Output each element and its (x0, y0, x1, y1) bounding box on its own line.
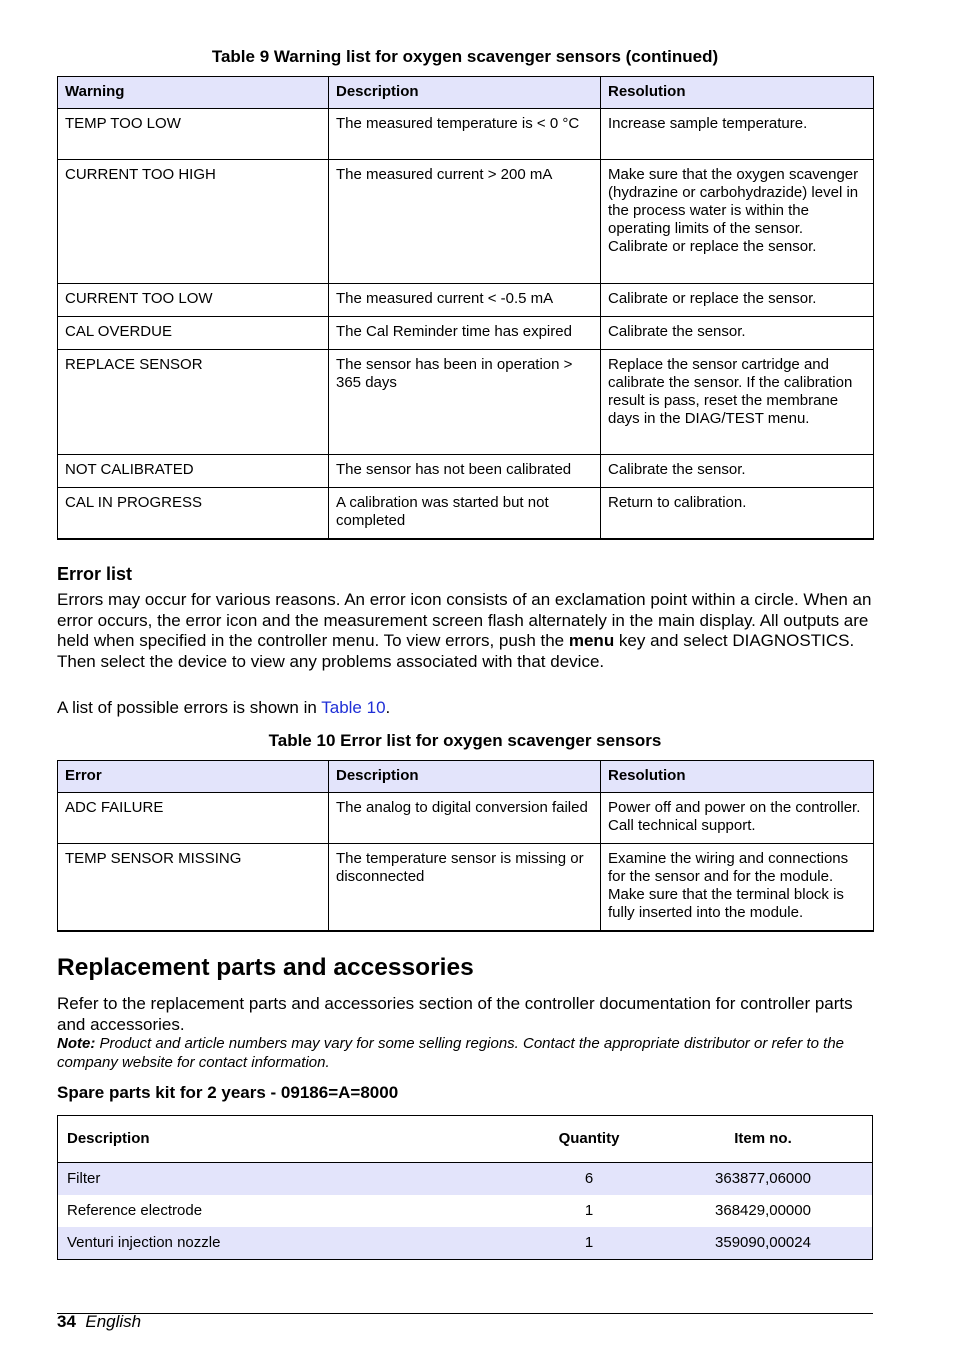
table-cell: Return to calibration. (601, 488, 874, 539)
table-cell: The sensor has been in operation > 365 days (329, 350, 601, 455)
table-row (58, 793, 874, 844)
table-row (58, 317, 874, 350)
table-row (57, 1163, 873, 1196)
table-cell: TEMP TOO LOW (58, 109, 329, 160)
table9-header-row (58, 77, 874, 109)
table-cell: 1 (584, 1202, 594, 1219)
table9-header-resolution: Resolution (601, 77, 874, 109)
table10-header-resolution: Resolution (601, 761, 874, 793)
table-cell: Venturi injection nozzle (57, 1227, 525, 1259)
error-list-text-a: Errors may occur for various reasons. An error icon consists of an exclamation point within a circle. When an error occurs, the error icon and the measurement screen flash alternately in the main display. All outputs are held when specified in the controller menu. To view errors, push the (57, 590, 872, 650)
note-label: Note: (57, 1035, 96, 1052)
table10-caption: Table 10 Error list for oxygen scavenger sensors (268, 731, 662, 750)
menu-key-label: menu (568, 631, 615, 650)
table-cell: 368429,00000 (715, 1202, 811, 1219)
table-cell: REPLACE SENSOR (58, 350, 329, 455)
table-cell: The measured temperature is < 0 °C (329, 109, 601, 160)
table-cell: Calibrate or replace the sensor. (601, 284, 874, 317)
error-list-paragraph (57, 590, 873, 672)
table-cell: The sensor has not been calibrated (329, 455, 601, 488)
table10 (57, 760, 874, 932)
table-cell: Power off and power on the controller. Call technical support. (601, 793, 874, 844)
table-cell: The measured current > 200 mA (329, 160, 601, 284)
error-list-reference (57, 698, 873, 719)
page-number: 34 (57, 1312, 76, 1331)
footer-language: English (85, 1312, 142, 1331)
error-ref-text-a: A list of possible errors is shown in (57, 698, 322, 717)
table10-link[interactable]: Table 10 (321, 698, 386, 717)
table-cell: 1 (525, 1227, 653, 1259)
table-row (57, 1227, 873, 1259)
table-row (58, 488, 874, 539)
table-cell: Calibrate the sensor. (601, 317, 874, 350)
table-row (58, 160, 874, 284)
parts-header-description: Description (57, 1116, 525, 1163)
table-cell: NOT CALIBRATED (58, 455, 329, 488)
table10-header-error: Error (58, 761, 329, 793)
parts-header-quantity: Quantity (525, 1116, 653, 1163)
table-cell: CURRENT TOO LOW (58, 284, 329, 317)
table-row (58, 455, 874, 488)
table-cell: Reference electrode (67, 1202, 203, 1219)
table-cell: The analog to digital conversion failed (329, 793, 601, 844)
note-text: Product and article numbers may vary for some selling regions. Contact the appropriate distributor or refer to the company website for contact information. (57, 1035, 845, 1071)
table-row (58, 350, 874, 455)
table-cell: CAL IN PROGRESS (58, 488, 329, 539)
table-cell: Increase sample temperature. (601, 109, 874, 160)
table-cell: A calibration was started but not completed (329, 488, 601, 539)
table-cell: Examine the wiring and connections for the sensor and for the module. Make sure that the terminal block is fully inserted into the module. (601, 844, 874, 931)
spare-kit-heading: Spare parts kit for 2 years - 09186=A=8000 (57, 1083, 399, 1102)
replacement-heading: Replacement parts and accessories (57, 954, 474, 981)
table-cell: The temperature sensor is missing or disconnected (329, 844, 601, 931)
parts-header-row (57, 1116, 873, 1163)
error-list-text-b: key and select DIAGNOSTICS. Then select the device to view any problems associated with that device. (57, 631, 855, 671)
error-list-heading: Error list (57, 564, 133, 584)
table-cell: 363877,06000 (653, 1163, 873, 1196)
table9-header-warning: Warning (58, 77, 329, 109)
table-row (57, 1195, 873, 1227)
parts-header-item-no: Item no. (653, 1116, 873, 1163)
table-cell: 359090,00024 (653, 1227, 873, 1259)
table-cell: CURRENT TOO HIGH (58, 160, 329, 284)
table10-header-row (58, 761, 874, 793)
error-ref-text-b: . (385, 698, 391, 717)
table9-caption: Table 9 Warning list for oxygen scavenger sensors (continued) (211, 47, 719, 66)
table-row (58, 284, 874, 317)
table-cell: Replace the sensor cartridge and calibrate the sensor. If the calibration result is pass, reset the membrane days in the DIAG/TEST menu. (601, 350, 874, 455)
table-cell: 6 (525, 1163, 653, 1196)
table10-header-description: Description (329, 761, 601, 793)
footer-rule (57, 1313, 873, 1314)
table-cell: Calibrate the sensor. (601, 455, 874, 488)
table9-header-description: Description (329, 77, 601, 109)
table-cell: ADC FAILURE (58, 793, 329, 844)
table9 (57, 76, 874, 540)
table-cell: Filter (57, 1163, 525, 1196)
parts-table (57, 1116, 873, 1259)
table-cell: The measured current < -0.5 mA (329, 284, 601, 317)
table-row (58, 844, 874, 931)
page-footer (57, 1311, 141, 1333)
note-paragraph (57, 1035, 873, 1072)
table-cell: CAL OVERDUE (58, 317, 329, 350)
table-row (58, 109, 874, 160)
table-cell: The Cal Reminder time has expired (329, 317, 601, 350)
table-cell: Make sure that the oxygen scavenger (hydrazine or carbohydrazide) level in the process water is within the operating limits of the sensor. Calibrate or replace the sensor. (601, 160, 874, 284)
replacement-paragraph: Refer to the replacement parts and accessories section of the controller documentation for controller parts and accessories. (57, 994, 853, 1034)
table-cell: TEMP SENSOR MISSING (58, 844, 329, 931)
